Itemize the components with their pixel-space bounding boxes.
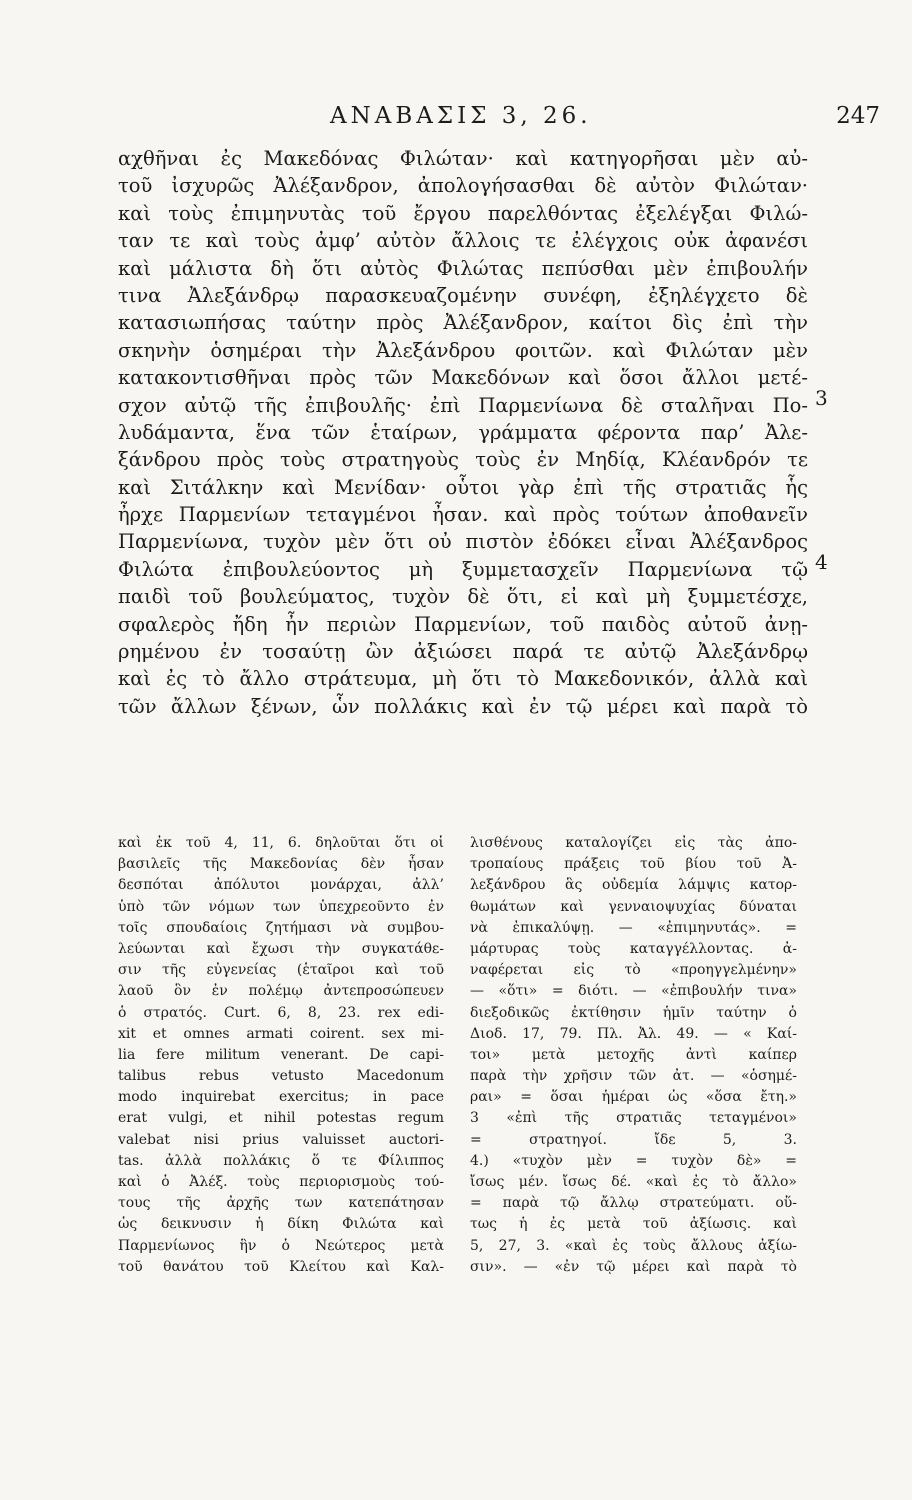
text-line: καὶ Σιτάλκην καὶ Μενίδαν· οὗτοι γὰρ ἐπὶ τῆς στρατιᾶς ἧς <box>118 475 808 499</box>
note-line: τοι» μετὰ μετοχῆς ἀντὶ καίπερ <box>470 1046 797 1063</box>
note-line: βασιλεῖς τῆς Μακεδονίας δὲν ἦσαν <box>118 856 444 873</box>
text-line: κατασιωπήσας ταύτην πρὸς Ἀλέξανδρον, καίτοι δὶς ἐπὶ τὴν <box>118 311 808 335</box>
text-line: καὶ ἐς τὸ ἄλλο στράτευμα, μὴ ὅτι τὸ Μακεδονικόν, ἀλλὰ καὶ <box>118 667 808 691</box>
note-line: τως ἡ ἐς μετὰ τοῦ ἀξίωσις. καὶ <box>470 1216 797 1233</box>
note-line: καὶ ὁ Ἀλέξ. τοὺς περιορισμοὺς τού- <box>118 1174 444 1190</box>
note-line: ὡς δεικνυσιν ἡ δίκη Φιλώτα καὶ <box>118 1216 444 1233</box>
note-line: σιν». — «ἐν τῷ μέρει καὶ παρὰ τὸ <box>470 1258 797 1275</box>
text-line: Φιλώτα ἐπιβουλεύοντος μὴ ξυμμετασχεῖν Παρμενίωνα τῷ <box>118 557 808 581</box>
note-line: = παρὰ τῷ ἄλλῳ στρατεύματι. οὕ- <box>470 1195 797 1212</box>
text-line: αχθῆναι ἐς Μακεδόνας Φιλώταν· καὶ κατηγορῆσαι μὲν αὐ- <box>118 147 808 170</box>
note-line: — «ὅτι» = διότι. — «ἐπιβουλήν τινα» <box>470 983 797 1000</box>
text-line: καὶ τοὺς ἐπιμηνυτὰς τοῦ ἔργου παρελθόντας ἐξελέγξαι Φιλώ- <box>118 201 808 225</box>
running-title: ΑΝΑΒΑΣΙΣ 3, 26. <box>330 103 592 129</box>
note-line: erat vulgi, et nihil potestas regum <box>118 1110 444 1127</box>
note-line: ἴσως μέν. ἴσως δέ. «καὶ ἐς τὸ ἄλλο» <box>470 1174 797 1190</box>
note-line: λισθένους καταλογίζει εἰς τὰς ἀπο- <box>470 835 797 851</box>
text-line: σχον αὐτῷ τῆς ἐπιβουλῆς· ἐπὶ Παρμενίωνα δὲ σταλῆναι Πο- <box>118 393 808 417</box>
note-line: Διοδ. 17, 79. Πλ. Ἀλ. 49. — « Καί- <box>470 1025 797 1042</box>
text-line: λυδάμαντα, ἕνα τῶν ἑταίρων, γράμματα φέροντα παρ’ Ἀλε- <box>118 420 808 444</box>
note-line: τροπαίους πράξεις τοῦ βίου τοῦ Ἀ- <box>470 856 797 873</box>
note-line: λαοῦ ὃν ἐν πολέμῳ ἀντεπροσώπευεν <box>118 983 444 1000</box>
note-line: talibus rebus vetusto Macedonum <box>118 1068 444 1085</box>
text-line: σκηνὴν ὁσημέραι τὴν Ἀλεξάνδρου φοιτῶν. καὶ Φιλώταν μὲν <box>118 338 808 362</box>
note-line: παρὰ τὴν χρῆσιν τῶν ἀτ. — «ὁσημέ- <box>470 1068 797 1085</box>
text-line: καὶ μάλιστα δὴ ὅτι αὐτὸς Φιλώτας πεπύσθαι μὲν ἐπιβουλήν <box>118 256 808 280</box>
note-line: 3 «ἐπὶ τῆς στρατιᾶς τεταγμένοι» <box>470 1110 797 1127</box>
note-line: λεξάνδρου ἃς οὐδεμία λάμψις κατορ- <box>470 877 797 894</box>
text-line: ταν τε καὶ τοὺς ἀμφ’ αὐτὸν ἄλλοις τε ἐλέγχοις οὐκ ἀφανέσι <box>118 229 808 253</box>
note-line: modo inquirebat exercitus; in pace <box>118 1089 444 1106</box>
commentary-right-column <box>470 833 797 1278</box>
note-line: ραι» = ὅσαι ἡμέραι ὡς «ὅσα ἔτη.» <box>470 1089 797 1106</box>
page-header <box>118 103 878 133</box>
note-line: valebat nisi prius valuisset auctori- <box>118 1131 444 1148</box>
commentary-left-column <box>118 833 444 1278</box>
note-line: τοῦ θανάτου τοῦ Κλείτου καὶ Καλ- <box>118 1258 444 1275</box>
note-line: xit et omnes armati coirent. sex mi- <box>118 1025 444 1042</box>
note-line: ναφέρεται εἰς τὸ «προηγγελμένην» <box>470 962 797 979</box>
section-number-3: 3 <box>815 386 828 410</box>
note-line: 4.) «τυχὸν μὲν = τυχὸν δὲ» = <box>470 1152 797 1169</box>
note-line: καὶ ἐκ τοῦ 4, 11, 6. δηλοῦται ὅτι οἱ <box>118 835 444 851</box>
section-number-4: 4 <box>815 550 828 574</box>
note-line: 5, 27, 3. «καὶ ἐς τοὺς ἄλλους ἀξίω- <box>470 1237 797 1254</box>
text-line: τινα Ἀλεξάνδρῳ παρασκευαζομένην συνέφη, ἐξηλέγχετο δὲ <box>118 283 808 307</box>
note-line: λεύωνται καὶ ἔχωσι τὴν συγκατάθε- <box>118 940 444 957</box>
text-line: τοῦ ἰσχυρῶς Ἀλέξανδρον, ἀπολογήσασθαι δὲ αὐτὸν Φιλώταν· <box>118 174 808 198</box>
note-line: ὁ στρατός. Curt. 6, 8, 23. rex edi- <box>118 1004 444 1021</box>
note-line: τους τῆς ἀρχῆς των κατεπάτησαν <box>118 1195 444 1212</box>
text-line: τῶν ἄλλων ξένων, ὧν πολλάκις καὶ ἐν τῷ μέρει καὶ παρὰ τὸ <box>118 694 808 718</box>
text-line: παιδὶ τοῦ βουλεύματος, τυχὸν δὲ ὅτι, εἰ καὶ μὴ ξυμμετέσχε, <box>118 585 808 609</box>
text-line: ξάνδρου πρὸς τοὺς στρατηγοὺς τοὺς ἐν Μηδίᾳ, Κλέανδρόν τε <box>118 448 808 472</box>
note-line: θωμάτων καὶ γενναιοψυχίας δύναται <box>470 898 797 915</box>
page-number: 247 <box>836 103 880 129</box>
note-line: lia fere militum venerant. De capi- <box>118 1046 444 1063</box>
text-line: ρημένου ἐν τοσαύτῃ ὢν ἀξιώσει παρά τε αὐτῷ Ἀλεξάνδρῳ <box>118 640 808 664</box>
note-line: tas. ἀλλὰ πολλάκις ὅ τε Φίλιππος <box>118 1152 444 1169</box>
note-line: τοῖς σπουδαίοις ζητήμασι νὰ συμβου- <box>118 919 444 936</box>
note-line: μάρτυρας τοὺς καταγγέλλοντας. ἀ- <box>470 940 797 957</box>
note-line: ὑπὸ τῶν νόμων των ὑπεχρεοῦντο ἐν <box>118 898 444 915</box>
text-line: ἦρχε Παρμενίων τεταγμένοι ἦσαν. καὶ πρὸς τούτων ἀποθανεῖν <box>118 503 808 527</box>
text-line: Παρμενίωνα, τυχὸν μὲν ὅτι οὐ πιστὸν ἐδόκει εἶναι Ἀλέξανδρος <box>118 530 808 554</box>
note-line: δεσπόται ἀπόλυτοι μονάρχαι, ἀλλ’ <box>118 877 444 894</box>
text-line: σφαλερὸς ἤδη ἦν περιὼν Παρμενίων, τοῦ παιδὸς αὐτοῦ ἀνῃ- <box>118 612 808 636</box>
main-text <box>118 145 808 720</box>
note-line: νὰ ἐπικαλύψῃ. — «ἐπιμηνυτάς». = <box>470 919 797 936</box>
text-line: κατακοντισθῆναι πρὸς τῶν Μακεδόνων καὶ ὅσοι ἄλλοι μετέ- <box>118 366 808 390</box>
note-line: Παρμενίωνος ἣν ὁ Νεώτερος μετὰ <box>118 1237 444 1254</box>
note-line: = στρατηγοί. ἴδε 5, 3. <box>470 1131 797 1148</box>
note-line: διεξοδικῶς ἐκτίθησιν ἡμῖν ταύτην ὁ <box>470 1004 797 1021</box>
note-line: σιν τῆς εὐγενείας (ἑταῖροι καὶ τοῦ <box>118 962 444 979</box>
